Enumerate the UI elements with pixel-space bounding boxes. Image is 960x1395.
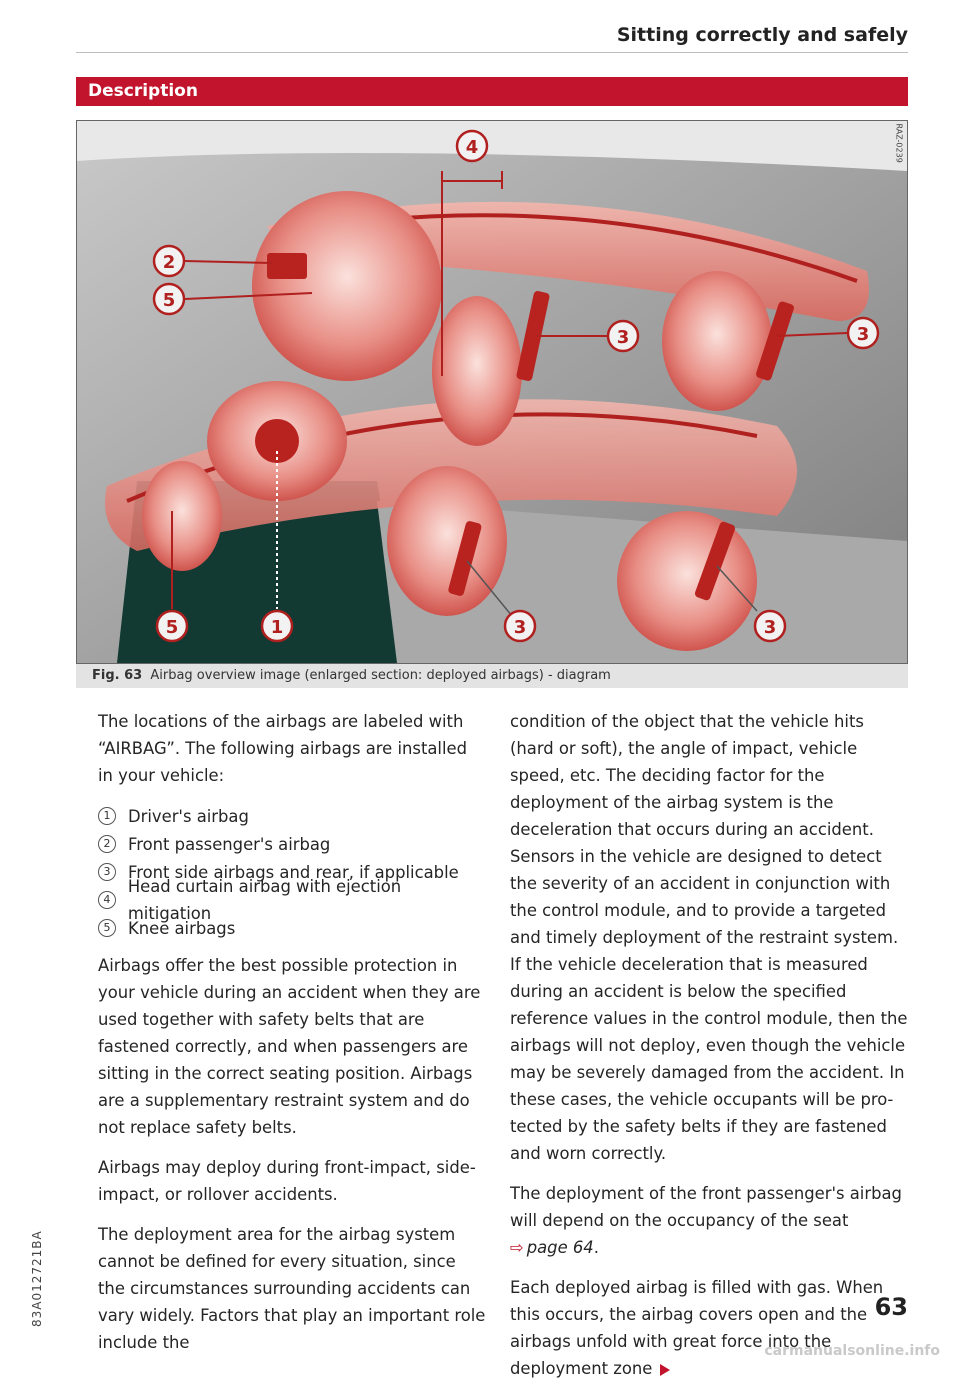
- deceleration-paragraph: condition of the object that the vehicle hits (hard or soft), the angle of impact, vehicle speed, etc. The deciding factor for the deployment of the airbag system is the deceleration that occurs during an accident. Sensors in the vehicle are designed to detect the severity of an accident in conjunction with the control module, and to provide a targeted and timely deployment of the restraint system. If the vehicle deceleration that is measured during an accident is below the specified reference values in the control module, then the airbags will not deploy, even though the vehicle may be severely damaged from the accident. In these cases, the vehicle occupants will be protected by the safety belts if they are fastened and worn correctly.: [510, 712, 908, 1163]
- rear-side-airbag-lower: [617, 511, 757, 651]
- callout-label-1: 1: [270, 617, 284, 638]
- callout-label-3-a: 3: [616, 327, 630, 348]
- callout-label-5-lower: 5: [165, 617, 179, 638]
- list-item: [98, 877, 486, 923]
- section-heading: [76, 77, 908, 106]
- passenger-airbag-text: The deployment of the front passenger's airbag will depend on the occupancy of the seat: [510, 1184, 902, 1230]
- rear-side-airbag-right: [662, 271, 772, 411]
- left-text-column: [98, 708, 486, 1369]
- list-item-label: Front passenger's airbag: [128, 834, 331, 854]
- list-item-label: Knee airbags: [128, 918, 236, 938]
- callout-label-3-b: 3: [856, 324, 870, 345]
- callout-badge-2: [154, 246, 184, 276]
- sentence-end: .: [593, 1238, 599, 1257]
- gas-fill-text: Each deployed airbag is filled with gas. When this occurs, the airbag covers open and the airbags unfold with great force into the deployment zone: [510, 1278, 884, 1378]
- deployment-types-paragraph: Airbags may deploy during front-impact, side-impact, or rollover accidents.: [98, 1158, 476, 1204]
- passenger-airbag-module: [267, 253, 307, 279]
- figure-reference-text: RAZ-0239: [894, 123, 904, 163]
- figure-caption-label: Fig. 63: [92, 668, 143, 683]
- knee-airbag-lower: [142, 461, 222, 571]
- airbag-diagram: [77, 121, 907, 663]
- figure-caption-text: Airbag overview image (enlarged section: deployed airbags) - diagram: [150, 668, 611, 683]
- callout-badge-3-b: [848, 318, 878, 348]
- front-side-airbag-lower: [387, 466, 507, 616]
- gas-fill-paragraph: [510, 1274, 908, 1382]
- watermark: carmanualsonline.info: [764, 1343, 940, 1359]
- callout-badge-1: [262, 611, 292, 641]
- list-item-label: Front side airbags and rear, if applicable: [128, 862, 459, 882]
- callout-label-3-d: 3: [763, 617, 777, 638]
- number-badge: 5: [98, 919, 116, 937]
- intro-paragraph: The locations of the airbags are labeled with “AIRBAG”. The following airbags are installed in your vehicle:: [98, 712, 468, 785]
- number-badge: 2: [98, 835, 116, 853]
- callout-label-4: 4: [465, 137, 479, 158]
- page-number: 63: [874, 1293, 908, 1321]
- callout-label-2: 2: [162, 252, 176, 273]
- right-text-column: [510, 708, 908, 1395]
- figure-caption: [76, 664, 908, 688]
- list-item: [98, 830, 486, 858]
- section-heading-text: Description: [88, 81, 198, 101]
- page-reference-text: page 64: [526, 1238, 594, 1257]
- callout-badge-3-c: [505, 611, 535, 641]
- number-badge: 4: [98, 891, 116, 909]
- airbag-overview-figure: [76, 120, 908, 664]
- list-item-label: Head curtain airbag with ejection mitigation: [127, 877, 402, 923]
- front-side-airbag-left: [432, 296, 522, 446]
- document-code: [22, 1180, 42, 1330]
- continue-arrow-icon: [660, 1364, 670, 1376]
- passenger-airbag: [252, 191, 442, 381]
- callout-badge-5-lower: [157, 611, 187, 641]
- document-code-text: 83A012721BA: [30, 1230, 44, 1327]
- arrow-right-icon: ⇨: [510, 1238, 524, 1257]
- deployment-area-paragraph: The deployment area for the airbag system cannot be defined for every situation, since the circumstances surrounding accidents can vary widely. Factors that play an important role include the: [98, 1225, 486, 1352]
- page-header-title: Sitting correctly and safely: [616, 24, 908, 46]
- list-item-label: Driver's airbag: [128, 806, 249, 826]
- number-badge: 3: [98, 863, 116, 881]
- steering-hub: [255, 419, 299, 463]
- callout-badge-5-upper: [154, 284, 184, 314]
- passenger-airbag-paragraph: [510, 1180, 908, 1261]
- callout-badge-3-a: [608, 321, 638, 351]
- protection-paragraph: Airbags offer the best possible protection in your vehicle during an accident when they are used together with safety belts that are fastened correctly, and when passengers are sitting in the correct seating position. Airbags are a supplementary restraint system and do not replace safety belts.: [98, 956, 481, 1137]
- list-item: [98, 802, 486, 830]
- number-badge: 1: [98, 807, 116, 825]
- callout-badge-3-d: [755, 611, 785, 641]
- callout-label-3-c: 3: [513, 617, 527, 638]
- callout-label-5-upper: 5: [162, 290, 176, 311]
- callout-badge-4: [457, 131, 487, 161]
- airbag-list: [98, 802, 486, 942]
- header-divider: [76, 52, 908, 53]
- page-reference-link[interactable]: [510, 1238, 594, 1257]
- figure-reference-code: [893, 125, 905, 185]
